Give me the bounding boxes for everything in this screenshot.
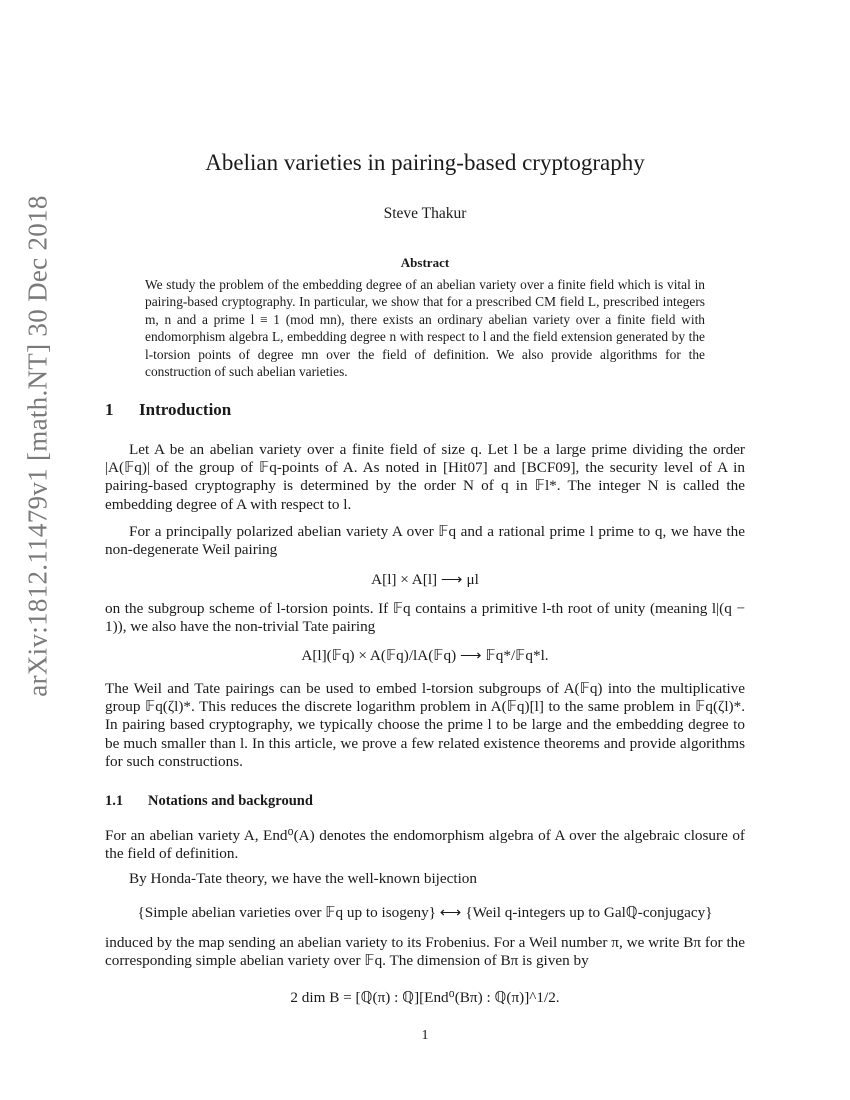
notations-paragraph-3: induced by the map sending an abelian variety to its Frobenius. For a Weil number π, we write Bπ for the corresponding simple abelian variety over 𝔽q. The dimension of Bπ is given by (105, 934, 745, 970)
page-number: 1 (421, 1028, 429, 1043)
subsection-number: 1.1 (105, 793, 124, 809)
intro-paragraph-4: The Weil and Tate pairings can be used to embed l-torsion subgroups of A(𝔽q) into the multiplicative group 𝔽q(ζl)*. This reduces the discrete logarithm problem in A(𝔽q)[l] to the same problem in 𝔽q(ζl)*. In pairing based cryptography, we typically choose the prime l to be large and the embedding degree to be much smaller than l. In this article, we prove a few related existence theorems and provide algorithms for such constructions. (105, 680, 745, 770)
subsection-heading-notations (105, 793, 313, 810)
tate-pairing-equation: A[l](𝔽q) × A(𝔽q)/lA(𝔽q) ⟶ 𝔽q*/𝔽q*l. (301, 647, 549, 664)
paper-title: Abelian varieties in pairing-based cryptography (205, 150, 645, 175)
arxiv-sidebar (18, 195, 58, 697)
paper-author: Steve Thakur (383, 205, 467, 222)
abstract-heading: Abstract (400, 255, 450, 270)
arxiv-identifier: arXiv:1812.11479v1 [math.NT] 30 Dec 2018 (22, 195, 53, 697)
honda-tate-bijection: {Simple abelian varieties over 𝔽q up to isogeny} ⟷ {Weil q-integers up to Galℚ-conjugacy} (137, 904, 713, 921)
intro-paragraph-3: on the subgroup scheme of l-torsion points. If 𝔽q contains a primitive l-th root of unity (meaning l|(q − 1)), we also have the non-trivial Tate pairing (105, 600, 745, 636)
weil-pairing-equation: A[l] × A[l] ⟶ μl (371, 571, 479, 588)
section-heading-introduction (105, 400, 231, 420)
intro-paragraph-1: Let A be an abelian variety over a finite field of size q. Let l be a large prime dividing the order |A(𝔽q)| of the group of 𝔽q-points of A. As noted in [Hit07] and [BCF09], the security level of A in pairing-based cryptography is determined by the order N of q in 𝔽l*. The integer N is called the embedding degree of A with respect to l. (105, 441, 745, 513)
notations-paragraph-1: For an abelian variety A, End⁰(A) denotes the endomorphism algebra of A over the algebraic closure of the field of definition. (105, 827, 745, 863)
dimension-formula: 2 dim B = [ℚ(π) : ℚ][End⁰(Bπ) : ℚ(π)]^1/2. (290, 989, 560, 1006)
notations-paragraph-2: By Honda-Tate theory, we have the well-known bijection (129, 870, 477, 887)
intro-paragraph-2: For a principally polarized abelian variety A over 𝔽q and a rational prime l prime to q, we have the non-degenerate Weil pairing (105, 523, 745, 559)
section-number: 1 (105, 400, 114, 419)
subsection-title: Notations and background (148, 793, 313, 809)
abstract-text: We study the problem of the embedding degree of an abelian variety over a finite field which is vital in pairing-based cryptography. In particular, we show that for a prescribed CM field L, prescribed integers m, n and a prime l ≡ 1 (mod mn), there exists an ordinary abelian variety over a finite field with endomorphism algebra L, embedding degree n with respect to l and the field extension generated by the l-torsion points of degree mn over the field of definition. We also provide algorithms for the construction of such abelian varieties. (145, 277, 705, 380)
section-title: Introduction (139, 400, 232, 419)
